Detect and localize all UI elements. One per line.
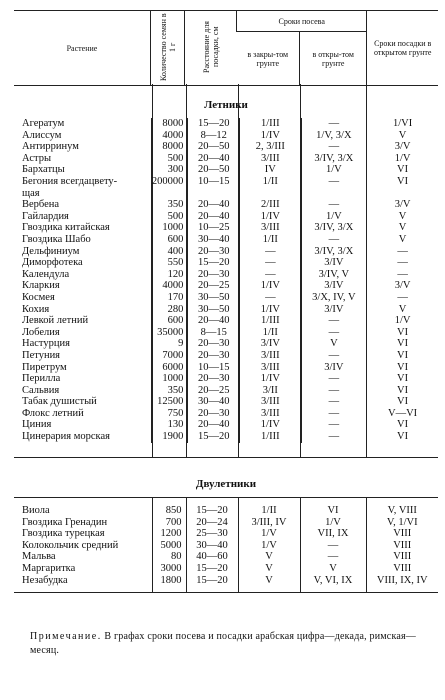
plant-name: Лобелия xyxy=(22,326,60,338)
open-ground-date: — xyxy=(301,327,367,339)
plant-name: Мальва xyxy=(22,551,56,563)
open-ground-date: — xyxy=(301,385,367,397)
open-ground-date: 3/IV xyxy=(301,280,367,292)
closed-ground-date: 1/III xyxy=(240,315,301,327)
planting-date: — xyxy=(367,292,438,304)
distance: 15—20 xyxy=(188,431,240,443)
planting-date: — xyxy=(367,257,438,269)
closed-ground-date: 3/III xyxy=(240,350,301,362)
distance: 15—20 xyxy=(186,575,238,587)
distance: 20—30 xyxy=(188,408,240,420)
distance xyxy=(188,188,240,200)
seeds-count: 170 xyxy=(151,292,188,304)
closed-ground-date: 3/III xyxy=(240,153,301,165)
seeds-count: 35000 xyxy=(151,327,188,339)
seeds-count: 1200 xyxy=(152,528,186,540)
planting-date: V xyxy=(367,234,438,246)
table-row xyxy=(14,292,438,304)
open-ground-date: — xyxy=(301,141,367,153)
plant-name: Кохия xyxy=(22,303,50,315)
closed-ground-date: 1/IV xyxy=(240,130,301,142)
open-ground-date: 1/V xyxy=(301,211,367,223)
planting-date: VIII xyxy=(366,551,438,563)
closed-ground-date: 1/V xyxy=(238,540,300,552)
table-row xyxy=(14,373,438,385)
header-plant: Растение xyxy=(14,11,150,86)
plant-name: щая xyxy=(22,187,40,199)
closed-ground-date: — xyxy=(240,292,301,304)
table-row xyxy=(14,211,438,223)
distance: 15—20 xyxy=(186,505,238,517)
plant-name: Колокольчик средний xyxy=(22,539,119,551)
plant-name: Пиретрум xyxy=(22,361,67,373)
seeds-count: 500 xyxy=(151,211,188,223)
distance: 30—40 xyxy=(186,540,238,552)
plant-name: Бархатцы xyxy=(22,164,65,176)
seeds-count: 1000 xyxy=(151,373,188,385)
distance: 20—40 xyxy=(188,419,240,431)
distance: 8—12 xyxy=(188,130,240,142)
planting-date: VI xyxy=(367,373,438,385)
table-row xyxy=(14,199,438,211)
table-row xyxy=(14,234,438,246)
distance: 20—30 xyxy=(188,350,240,362)
seeds-count: 500 xyxy=(151,153,188,165)
header-planting-dates: Сроки посадки в открытом грунте xyxy=(367,11,438,86)
distance: 15—20 xyxy=(188,118,240,130)
plant-name: Вербена xyxy=(22,199,60,211)
plant-name: Настурция xyxy=(22,338,70,350)
seeds-count: 1000 xyxy=(151,222,188,234)
open-ground-date: — xyxy=(301,118,367,130)
header-open-ground: в откры-том грунте xyxy=(300,32,367,86)
table-header xyxy=(14,10,438,86)
distance: 30—40 xyxy=(188,234,240,246)
planting-date: V, 1/VI xyxy=(366,517,438,529)
distance: 8—15 xyxy=(188,327,240,339)
table-row xyxy=(14,431,438,443)
open-ground-date: 3/IV, 3/X xyxy=(301,222,367,234)
open-ground-date: — xyxy=(300,540,366,552)
footnote-text: В графах сроки посева и посадки арабская цифра—декада, римская—месяц. xyxy=(30,631,416,656)
seeds-count: 1800 xyxy=(152,575,186,587)
open-ground-date: 3/IV xyxy=(301,361,367,373)
closed-ground-date: 1/II xyxy=(240,176,301,188)
footnote xyxy=(30,630,430,658)
open-ground-date: 1/V, 3/X xyxy=(301,130,367,142)
open-ground-date: — xyxy=(301,408,367,420)
planting-date: VI xyxy=(367,385,438,397)
closed-ground-date: 3/III xyxy=(240,361,301,373)
closed-ground-date: V xyxy=(238,575,300,587)
plant-name: Агератум xyxy=(22,118,65,130)
seeds-count: 80 xyxy=(152,551,186,563)
open-ground-date: — xyxy=(301,419,367,431)
table-row xyxy=(14,540,438,552)
distance: 20—50 xyxy=(188,141,240,153)
planting-date xyxy=(367,188,438,200)
table-row xyxy=(14,419,438,431)
closed-ground-date: 1/IV xyxy=(240,419,301,431)
open-ground-date: — xyxy=(301,176,367,188)
seeds-count: 750 xyxy=(151,408,188,420)
plant-name: Антирринум xyxy=(22,141,79,153)
biennials-table xyxy=(14,505,438,586)
closed-ground-date: 1/III xyxy=(240,118,301,130)
planting-date: V xyxy=(367,130,438,142)
seeds-count: 200000 xyxy=(151,176,188,188)
table-row xyxy=(14,338,438,350)
section-divider xyxy=(14,497,438,498)
planting-date: VI xyxy=(367,164,438,176)
closed-ground-date: — xyxy=(240,246,301,258)
distance: 20—40 xyxy=(188,211,240,223)
seeds-count: 350 xyxy=(151,385,188,397)
open-ground-date: 3/IV xyxy=(301,257,367,269)
table-row xyxy=(14,257,438,269)
distance: 15—20 xyxy=(186,563,238,575)
closed-ground-date xyxy=(240,188,301,200)
plant-name: Виола xyxy=(22,505,50,517)
table-row xyxy=(14,385,438,397)
open-ground-date: 3/IV, 3/X xyxy=(301,153,367,165)
closed-ground-date: 3/III xyxy=(240,408,301,420)
distance: 20—50 xyxy=(188,164,240,176)
open-ground-date: 1/V xyxy=(301,164,367,176)
planting-date: 3/V xyxy=(367,141,438,153)
planting-date: VIII, IX, IV xyxy=(366,575,438,587)
table-row xyxy=(14,575,438,587)
distance: 20—25 xyxy=(188,385,240,397)
plant-name: Табак душистый xyxy=(22,396,97,408)
closed-ground-date: 1/II xyxy=(238,505,300,517)
distance: 20—40 xyxy=(188,153,240,165)
plant-name: Петуния xyxy=(22,349,61,361)
table-row xyxy=(14,517,438,529)
distance: 25—30 xyxy=(186,528,238,540)
table-row xyxy=(14,164,438,176)
seeds-count: 280 xyxy=(151,304,188,316)
planting-date: VI xyxy=(367,176,438,188)
table-row xyxy=(14,188,438,200)
table-bottom-border xyxy=(14,592,438,593)
planting-date: 1/V xyxy=(367,315,438,327)
planting-date: VIII xyxy=(366,563,438,575)
open-ground-date: VII, IX xyxy=(300,528,366,540)
section-title-biennials: Двулетники xyxy=(195,478,257,490)
table-row xyxy=(14,269,438,281)
distance: 10—15 xyxy=(188,361,240,373)
open-ground-date: 3/IV, 3/X xyxy=(301,246,367,258)
closed-ground-date: 1/IV xyxy=(240,280,301,292)
plant-name: Сальвия xyxy=(22,384,60,396)
seeds-count: 600 xyxy=(151,234,188,246)
planting-date: 1/V xyxy=(367,153,438,165)
open-ground-date: V, VI, IX xyxy=(300,575,366,587)
seeds-count: 5000 xyxy=(152,540,186,552)
plant-name: Маргаритка xyxy=(22,563,76,575)
table-row xyxy=(14,327,438,339)
seeds-count: 130 xyxy=(151,419,188,431)
planting-date: VIII xyxy=(366,540,438,552)
planting-date: VIII xyxy=(366,528,438,540)
closed-ground-date: 1/IV xyxy=(240,211,301,223)
plant-name: Гвоздика китайская xyxy=(22,222,110,234)
table-row xyxy=(14,222,438,234)
planting-date: VI xyxy=(367,396,438,408)
distance: 20—40 xyxy=(188,199,240,211)
plant-name: Диморфотека xyxy=(22,257,83,269)
table-row xyxy=(14,246,438,258)
planting-date: 3/V xyxy=(367,280,438,292)
open-ground-date: 1/V xyxy=(300,517,366,529)
closed-ground-date: 2, 3/III xyxy=(240,141,301,153)
closed-ground-date: V xyxy=(238,551,300,563)
seeds-count: 1900 xyxy=(151,431,188,443)
plant-name: Перилла xyxy=(22,373,61,385)
plant-name: Цинерария морская xyxy=(22,431,110,443)
table-row xyxy=(14,141,438,153)
planting-date: VI xyxy=(367,338,438,350)
table-row xyxy=(14,315,438,327)
table-row xyxy=(14,304,438,316)
planting-date: 3/V xyxy=(367,199,438,211)
table-row xyxy=(14,118,438,130)
seeds-count: 120 xyxy=(151,269,188,281)
closed-ground-date: — xyxy=(240,269,301,281)
open-ground-date: 3/IV, V xyxy=(301,269,367,281)
footnote-label: Примечание. xyxy=(30,631,102,642)
section-title-annuals: Летники xyxy=(204,99,248,111)
closed-ground-date: 1/V xyxy=(238,528,300,540)
closed-ground-date: IV xyxy=(240,164,301,176)
closed-ground-date: 1/II xyxy=(240,234,301,246)
section-divider xyxy=(14,457,438,458)
closed-ground-date: 3/III, IV xyxy=(238,517,300,529)
distance: 10—15 xyxy=(188,176,240,188)
seeds-count: 8000 xyxy=(151,141,188,153)
plant-name: Дельфиниум xyxy=(22,245,80,257)
plant-name: Циния xyxy=(22,419,52,431)
closed-ground-date: 3/IV xyxy=(240,338,301,350)
distance: 20—40 xyxy=(188,315,240,327)
table-row xyxy=(14,361,438,373)
plant-name: Календула xyxy=(22,268,70,280)
table-row xyxy=(14,563,438,575)
distance: 20—30 xyxy=(188,373,240,385)
seeds-count: 4000 xyxy=(151,280,188,292)
table-row xyxy=(14,396,438,408)
distance: 10—25 xyxy=(188,222,240,234)
open-ground-date: — xyxy=(301,396,367,408)
seeds-count xyxy=(151,188,188,200)
table-row xyxy=(14,408,438,420)
seeds-count: 6000 xyxy=(151,361,188,373)
planting-date: VI xyxy=(367,350,438,362)
table-row xyxy=(14,130,438,142)
header-sowing-dates: Сроки посева xyxy=(237,11,367,32)
open-ground-date: — xyxy=(301,350,367,362)
plant-name: Левкой летний xyxy=(22,315,89,327)
header-closed-ground: в закры-том грунте xyxy=(237,32,300,86)
plant-name: Кларкия xyxy=(22,280,60,292)
distance: 30—40 xyxy=(188,396,240,408)
closed-ground-date: 3/III xyxy=(240,396,301,408)
seeds-count: 600 xyxy=(151,315,188,327)
seeds-count: 12500 xyxy=(151,396,188,408)
table-row xyxy=(14,350,438,362)
distance: 30—50 xyxy=(188,304,240,316)
table-row xyxy=(14,551,438,563)
header-distance: Расстояние для посадки, см xyxy=(185,11,237,86)
planting-date: VI xyxy=(367,431,438,443)
planting-date: VI xyxy=(367,327,438,339)
distance: 30—50 xyxy=(188,292,240,304)
plant-name: Гвоздика Гренадин xyxy=(22,516,108,528)
planting-date: VI xyxy=(367,361,438,373)
seeds-count: 850 xyxy=(152,505,186,517)
open-ground-date: — xyxy=(301,315,367,327)
table-row xyxy=(14,528,438,540)
closed-ground-date: 2/III xyxy=(240,199,301,211)
plant-name: Флокс летний xyxy=(22,407,84,419)
closed-ground-date: V xyxy=(238,563,300,575)
planting-date: V xyxy=(367,222,438,234)
open-ground-date xyxy=(301,188,367,200)
planting-date: V—VI xyxy=(367,408,438,420)
table-row xyxy=(14,505,438,517)
plant-name: Гвоздика турецкая xyxy=(22,528,105,540)
table-row xyxy=(14,153,438,165)
plant-name: Гайлардия xyxy=(22,210,69,222)
planting-date: — xyxy=(367,269,438,281)
seeds-count: 700 xyxy=(152,517,186,529)
open-ground-date: — xyxy=(301,431,367,443)
seeds-count: 400 xyxy=(151,246,188,258)
seeds-count: 350 xyxy=(151,199,188,211)
seeds-count: 3000 xyxy=(152,563,186,575)
closed-ground-date: 1/IV xyxy=(240,373,301,385)
plant-name: Бегония всегдацвету- xyxy=(22,176,118,188)
closed-ground-date: 1/IV xyxy=(240,304,301,316)
seeds-count: 7000 xyxy=(151,350,188,362)
closed-ground-date: — xyxy=(240,257,301,269)
planting-date: — xyxy=(367,246,438,258)
distance: 15—20 xyxy=(188,257,240,269)
distance: 40—60 xyxy=(186,551,238,563)
planting-date: VI xyxy=(367,419,438,431)
distance: 20—25 xyxy=(188,280,240,292)
closed-ground-date: 3/II xyxy=(240,385,301,397)
plant-name: Алиссум xyxy=(22,129,62,141)
open-ground-date: VI xyxy=(300,505,366,517)
planting-date: 1/VI xyxy=(367,118,438,130)
planting-date: V xyxy=(367,211,438,223)
closed-ground-date: 3/III xyxy=(240,222,301,234)
plant-name: Астры xyxy=(22,152,52,164)
plant-name: Незабудка xyxy=(22,574,68,586)
table-row xyxy=(14,176,438,188)
seeds-count: 9 xyxy=(151,338,188,350)
open-ground-date: 3/IV xyxy=(301,304,367,316)
planting-date: V, VIII xyxy=(366,505,438,517)
closed-ground-date: 1/II xyxy=(240,327,301,339)
seeds-count: 300 xyxy=(151,164,188,176)
header-seeds-count: Количество семян в 1 г xyxy=(150,11,184,86)
table-row xyxy=(14,280,438,292)
seeds-count: 8000 xyxy=(151,118,188,130)
distance: 20—30 xyxy=(188,246,240,258)
open-ground-date: V xyxy=(300,563,366,575)
closed-ground-date: 1/III xyxy=(240,431,301,443)
plant-name: Гвоздика Шабо xyxy=(22,233,91,245)
open-ground-date: V xyxy=(301,338,367,350)
open-ground-date: — xyxy=(300,551,366,563)
planting-date: V xyxy=(367,304,438,316)
open-ground-date: — xyxy=(301,199,367,211)
open-ground-date: — xyxy=(301,373,367,385)
distance: 20—30 xyxy=(188,338,240,350)
open-ground-date: 3/X, IV, V xyxy=(301,292,367,304)
distance: 20—30 xyxy=(188,269,240,281)
annuals-table xyxy=(14,118,438,443)
open-ground-date: — xyxy=(301,234,367,246)
plant-name: Космея xyxy=(22,291,55,303)
seeds-count: 550 xyxy=(151,257,188,269)
seeds-count: 4000 xyxy=(151,130,188,142)
distance: 20—24 xyxy=(186,517,238,529)
